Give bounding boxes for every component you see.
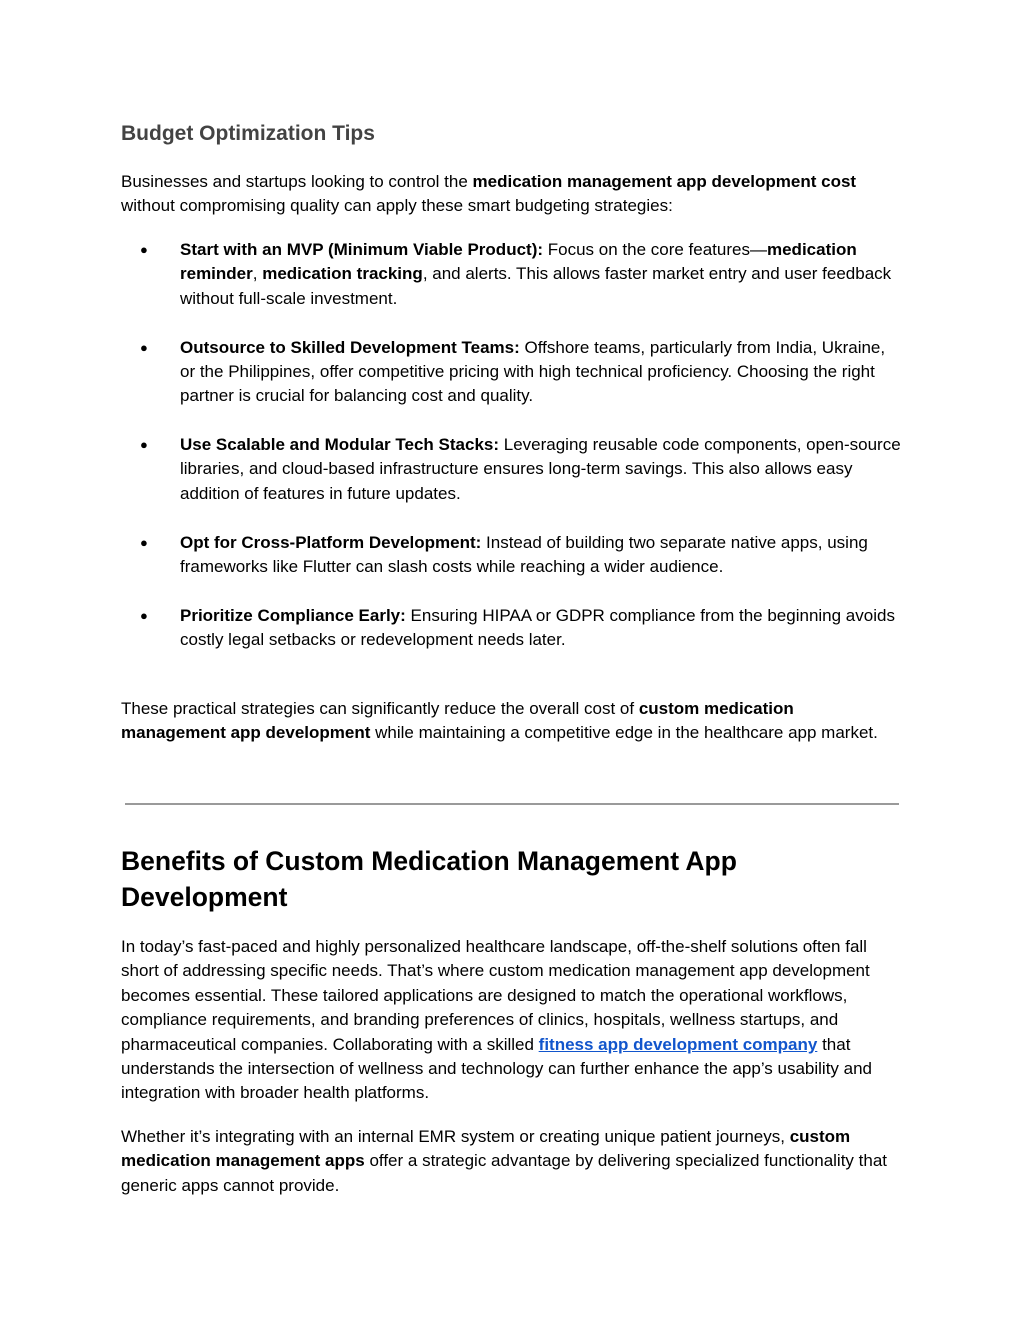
bullet-dot: ● [140,437,148,453]
tip-cross-platform [121,531,901,580]
benefits-p2-text-1: Whether it’s integrating with an internal EMR system or creating unique patient journeys, [121,1127,790,1146]
benefits-p2-text-2: offer a strategic advantage by delivering specialized functionality that generic apps cannot provide. [121,1151,888,1195]
tip-title: Start with an MVP (Minimum Viable Product): [180,240,544,259]
tip-title: Use Scalable and Modular Tech Stacks: [180,435,500,455]
bullet-dot: ● [140,607,148,623]
benefits-p1-text-2: that understands the intersection of wellness and technology can further enhance the app’s usability and integration with broader health platforms. [121,1034,873,1103]
tip-text: Focus on the core features— [543,240,767,259]
benefits-p2-bold-1: custom medication management apps [121,1127,851,1171]
tip-text: Ensuring HIPAA or GDPR compliance from the beginning avoids costly legal setbacks or redevelopment needs later. [180,605,895,650]
tip-bold: medication reminder [180,240,857,284]
tip-mvp [121,238,901,311]
bullet-dot: ● [140,242,148,257]
fitness-app-development-company-link[interactable]: fitness app development company [538,1034,818,1054]
bullet-dot: ● [140,534,148,550]
budget-heading: Budget Optimization Tips [121,122,375,145]
budget-intro-paragraph [121,170,901,219]
horizontal-divider [125,803,899,805]
tip-outsource [121,336,901,409]
intro-text-1: Businesses and startups looking to control the [121,172,473,191]
intro-text-2: without compromising quality can apply these smart budgeting strategies: [121,196,673,216]
tip-title: Outsource to Skilled Development Teams: [180,337,520,357]
benefits-p1-text-1: In today’s fast-paced and highly personalized healthcare landscape, off-the-shelf solutions often fall short of addressing specific needs. That’s where custom medication management app development becomes essential. These tailored applications are designed to match the operational workflows, compliance requirements, and branding preferences of clinics, hospitals, wellness startups, and pharmaceutical companies. Collaborating with a skilled [121,937,870,1054]
tip-text: Offshore teams, particularly from India, Ukraine, or the Philippines, offer competitive pricing with high technical proficiency. Choosing the right partner is crucial for balancing cost and quality. [180,337,886,406]
summary-bold-1: custom medication management app development [121,699,794,743]
budget-tips-list [121,238,901,677]
tip-text: Instead of building two separate native apps, using frameworks like Flutter can slash costs while reaching a wider audience. [180,532,868,576]
tip-title: Opt for Cross-Platform Development: [180,532,482,552]
benefits-paragraph-2 [121,1125,906,1198]
summary-text-1: These practical strategies can significantly reduce the overall cost of [121,699,639,718]
intro-bold-1: medication management app development cost [472,172,857,191]
tip-text: , [252,264,263,284]
budget-summary-paragraph [121,697,901,746]
benefits-paragraph-1 [121,935,906,1106]
tip-compliance [121,604,901,653]
tip-text: , and alerts. This allows faster market entry and user feedback without full-scale investment. [180,264,892,308]
tip-text: Leveraging reusable code components, open-source libraries, and cloud-based infrastructure ensures long-term savings. This also allows easy addition of features in future updates. [180,435,901,503]
summary-text-2: while maintaining a competitive edge in the healthcare app market. [370,723,878,743]
benefits-heading: Benefits of Custom Medication Management App Development [121,846,737,912]
bullet-dot: ● [140,339,148,355]
tip-title: Prioritize Compliance Early: [180,605,406,625]
tip-bold: medication tracking [262,264,423,284]
tip-scalable-stack [121,433,901,506]
